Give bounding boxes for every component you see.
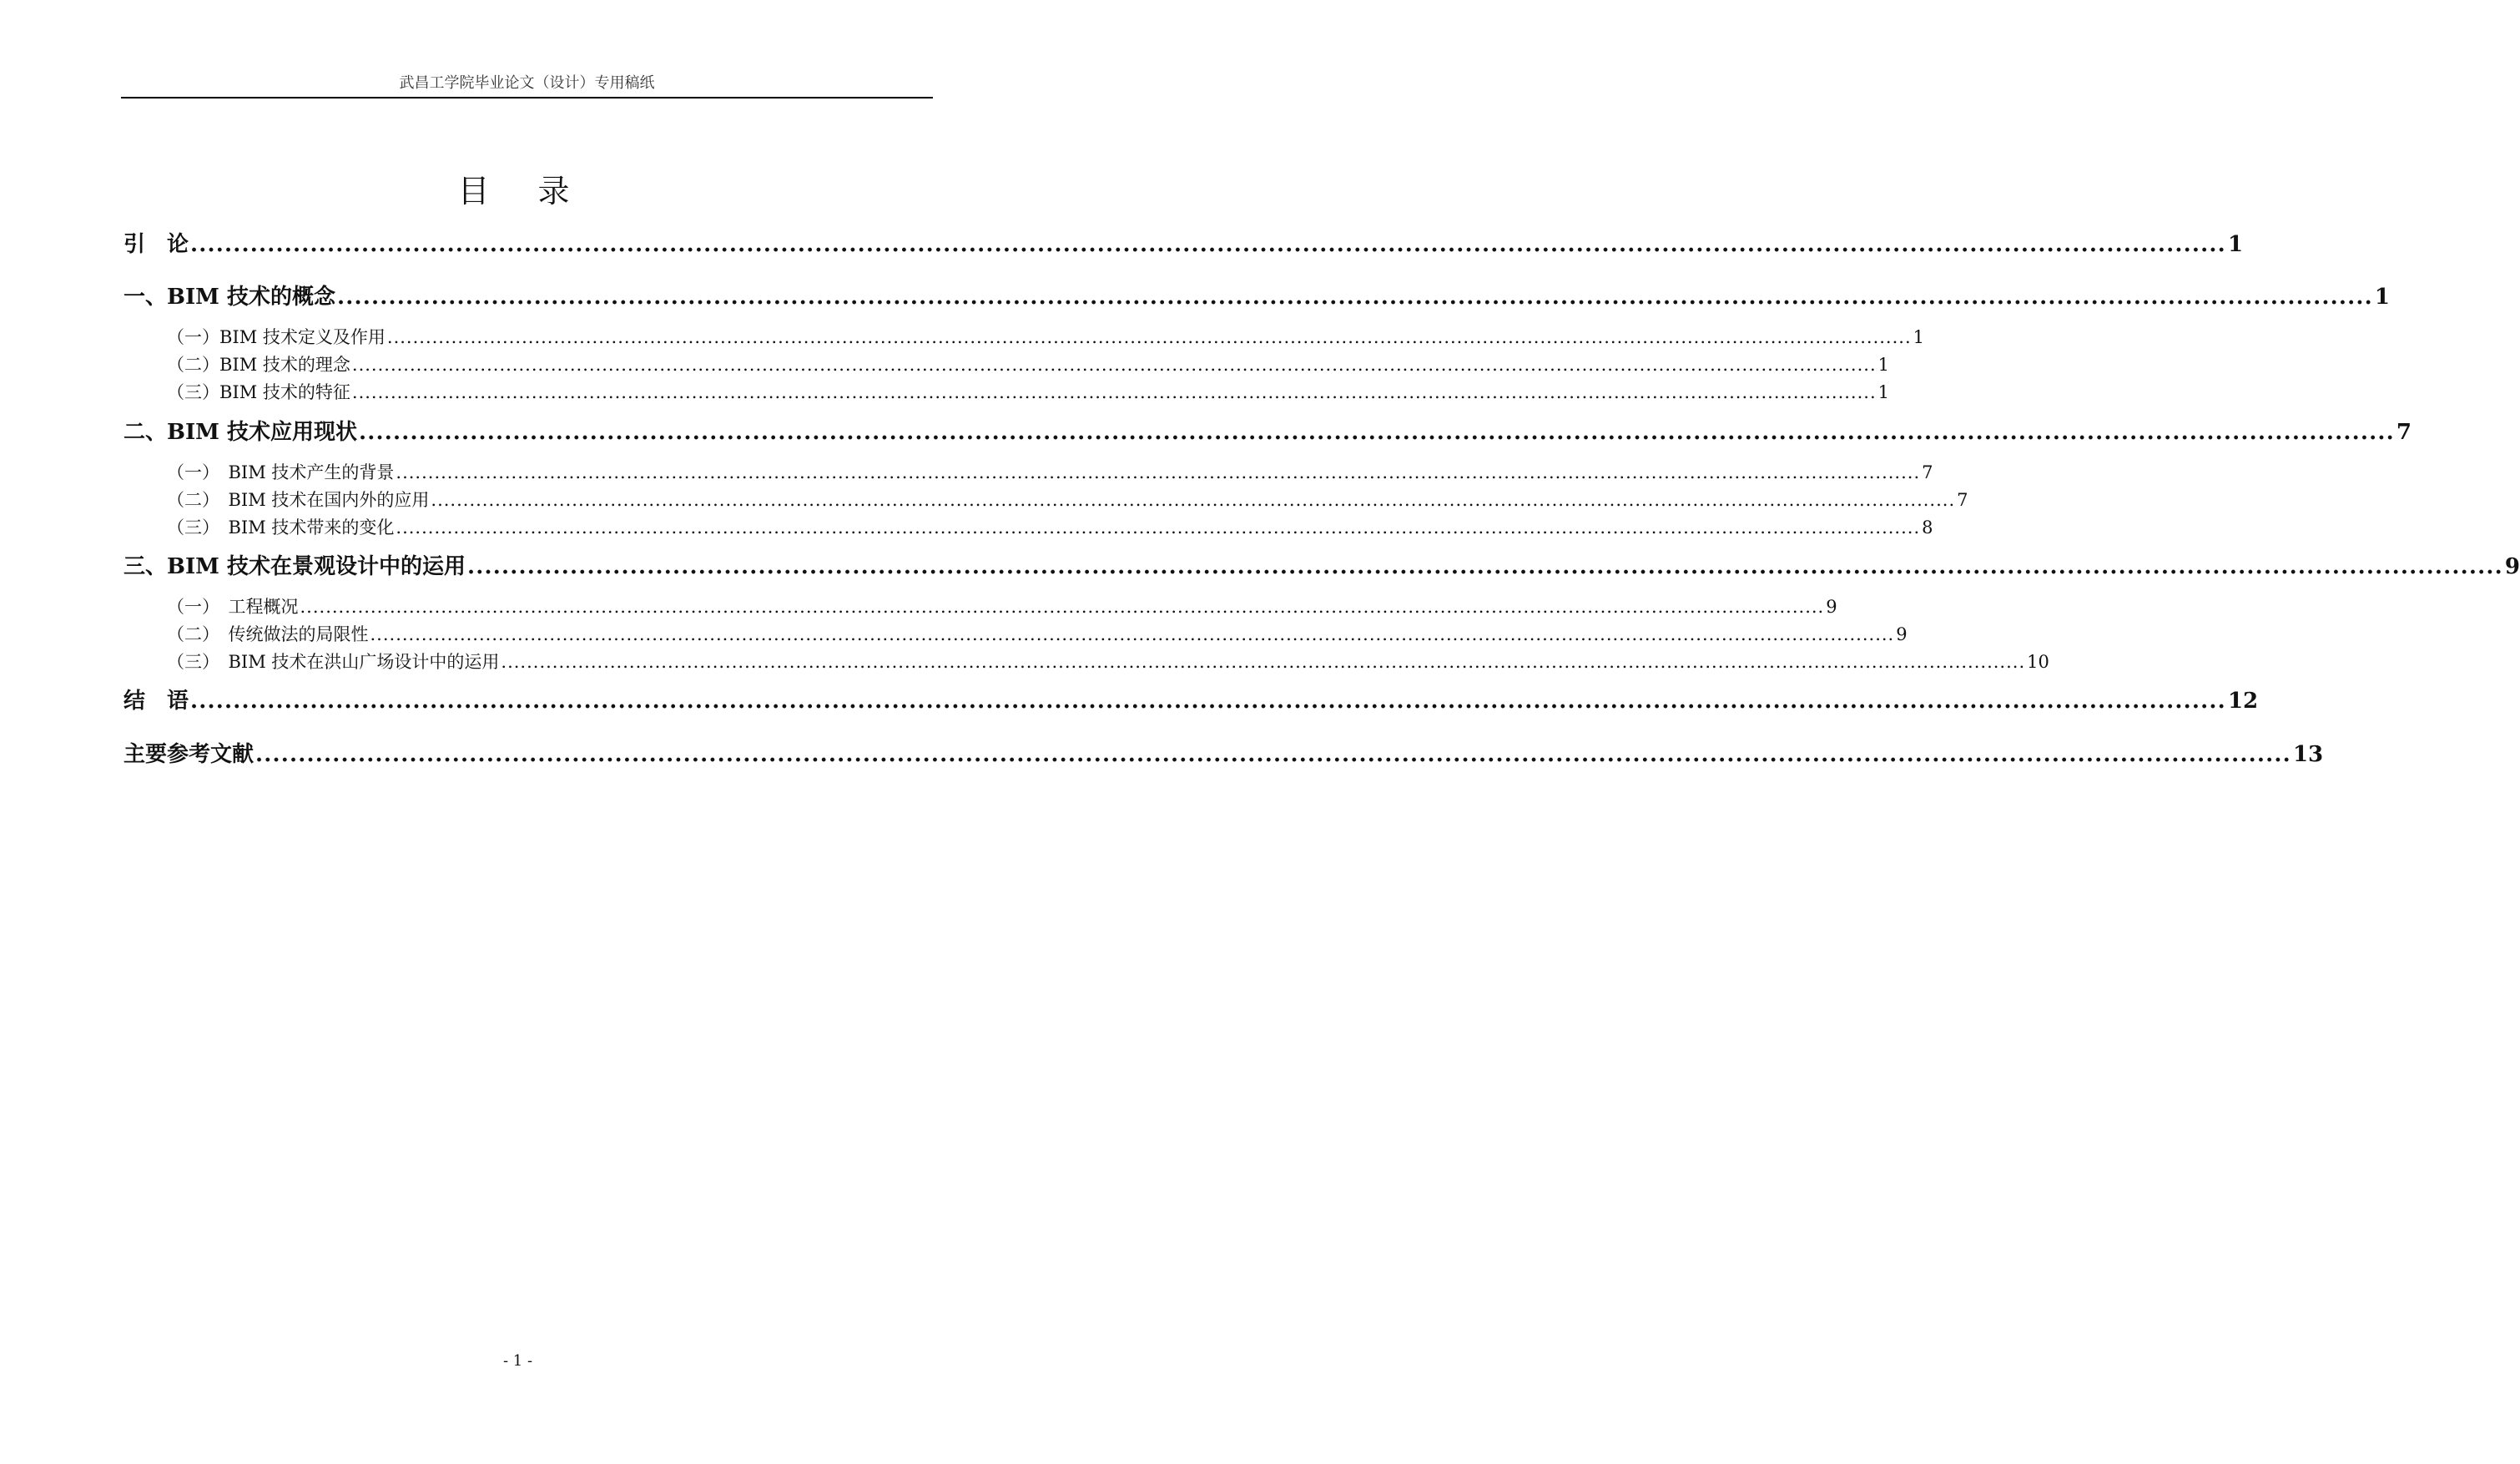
toc-page-number: 1 (2374, 285, 2390, 310)
page-header (121, 70, 933, 98)
toc-entry-title: （三）BIM 技术的特征 (167, 382, 350, 402)
toc-entry-title: （三） BIM 技术在洪山广场设计中的运用 (167, 652, 500, 672)
toc-entry-section-2-1[interactable] (123, 459, 1933, 484)
toc-leader: .............................................................................................................................................................................................................................................. (501, 652, 2026, 672)
toc-page-number: 10 (2027, 652, 2049, 672)
toc-entry-section-1-2[interactable] (123, 351, 1890, 376)
toc-entry-title: 结 语 (123, 689, 189, 714)
toc-entry-section-3-2[interactable] (123, 621, 1908, 646)
toc-entry-title: 引 论 (123, 232, 189, 257)
toc-entry-section-2-3[interactable] (123, 514, 1933, 539)
toc-page-number: 7 (1957, 490, 1968, 510)
toc-entry-introduction[interactable] (123, 227, 2244, 258)
toc-page-number: 1 (1913, 327, 1925, 347)
toc-page-number: 8 (1922, 517, 1933, 538)
toc-leader: .............................................................................................................................................................................................................................................. (190, 689, 2226, 714)
toc-entry-title: （二）BIM 技术的理念 (167, 355, 350, 375)
toc-entry-chapter-3[interactable] (123, 549, 2520, 580)
toc-leader: .............................................................................................................................................................................................................................................. (431, 490, 1956, 510)
page-number: - 1 - (502, 1352, 533, 1370)
toc-page-number: 1 (2227, 232, 2244, 257)
toc-leader: .............................................................................................................................................................................................................................................. (190, 232, 2226, 257)
toc-leader: .............................................................................................................................................................................................................................................. (255, 742, 2291, 767)
toc-entry-title: （一）BIM 技术定义及作用 (167, 327, 386, 347)
toc-entry-title: （三） BIM 技术带来的变化 (167, 517, 395, 538)
toc-entry-references[interactable] (123, 737, 2324, 768)
toc-page-number: 7 (2396, 420, 2412, 445)
toc-leader: .............................................................................................................................................................................................................................................. (351, 382, 1877, 402)
toc-leader: .............................................................................................................................................................................................................................................. (386, 327, 1912, 347)
toc-entry-section-3-1[interactable] (123, 593, 1837, 618)
toc-page-number: 12 (2227, 689, 2259, 714)
header-text: 武昌工学院毕业论文（设计）专用稿纸 (399, 74, 655, 92)
toc-entry-chapter-1[interactable] (123, 280, 2390, 310)
toc-leader: .............................................................................................................................................................................................................................................. (396, 517, 1921, 538)
toc-entry-title: （二） BIM 技术在国内外的应用 (167, 490, 430, 510)
toc-page-number: 9 (1826, 597, 1837, 617)
toc-entry-chapter-2[interactable] (123, 415, 2412, 446)
toc-leader: .............................................................................................................................................................................................................................................. (351, 355, 1877, 375)
toc-leader: .............................................................................................................................................................................................................................................. (300, 597, 1825, 617)
toc-entry-title: （一） 工程概况 (167, 597, 299, 617)
toc-page-number: 1 (1877, 382, 1890, 402)
toc-entry-title: 一、BIM 技术的概念 (123, 285, 335, 310)
toc-page-number: 13 (2292, 742, 2324, 767)
toc-entry-title: 主要参考文献 (123, 742, 255, 767)
toc-leader: .............................................................................................................................................................................................................................................. (336, 285, 2373, 310)
toc-entry-section-1-3[interactable] (123, 379, 1890, 404)
toc-entry-title: 三、BIM 技术在景观设计中的运用 (123, 554, 466, 579)
toc-page-number: 9 (1896, 624, 1908, 644)
toc-entry-title: （二） 传统做法的局限性 (167, 624, 369, 644)
toc-entry-section-2-2[interactable] (123, 487, 1968, 512)
toc-leader: .............................................................................................................................................................................................................................................. (466, 554, 2503, 579)
toc-leader: .............................................................................................................................................................................................................................................. (358, 420, 2395, 445)
toc-leader: .............................................................................................................................................................................................................................................. (396, 462, 1921, 482)
toc-page-number: 9 (2504, 554, 2520, 579)
toc-page-number: 7 (1922, 462, 1933, 482)
toc-entry-title: 二、BIM 技术应用现状 (123, 420, 357, 445)
toc-entry-section-1-1[interactable] (123, 324, 1925, 349)
toc-page-number: 1 (1877, 355, 1890, 375)
toc-entry-conclusion[interactable] (123, 684, 2259, 714)
toc-entry-title: （一） BIM 技术产生的背景 (167, 462, 395, 482)
toc-leader: .............................................................................................................................................................................................................................................. (370, 624, 1895, 644)
page-title: 目 录 (457, 173, 578, 210)
toc-entry-section-3-3[interactable] (123, 649, 2049, 674)
